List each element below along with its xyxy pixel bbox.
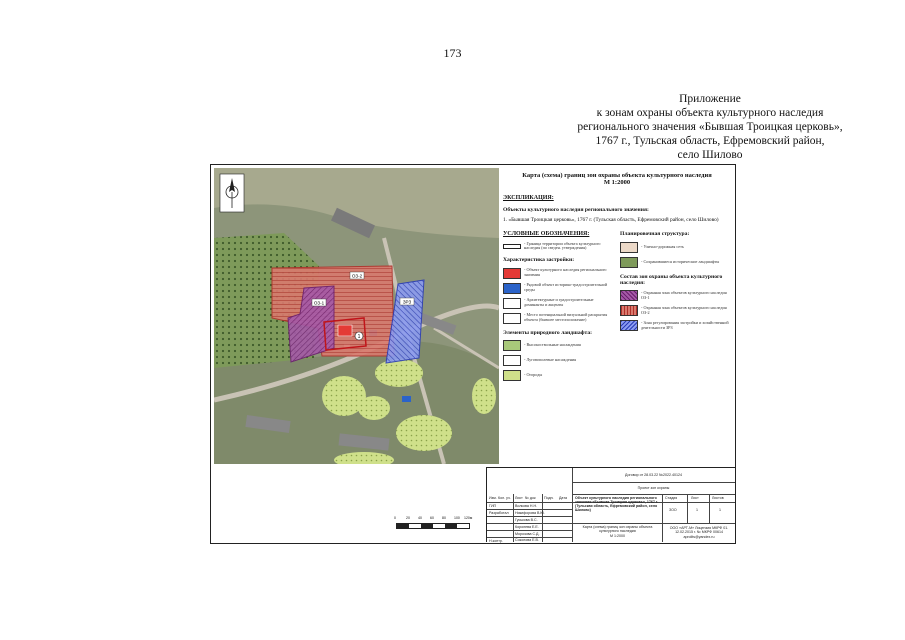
legend-item-text: - Огороды bbox=[524, 372, 543, 378]
stamp-line bbox=[487, 530, 572, 531]
stamp-person: Волкова Н.Н. bbox=[515, 504, 538, 508]
objects-subheading: Объекты культурного наследия регионального значения: bbox=[503, 207, 649, 214]
stamp-email: aprolits@yandex.ru bbox=[683, 535, 715, 539]
appendix-line: регионального значения «Бывшая Троицкая церковь», bbox=[577, 121, 843, 133]
legend-item bbox=[620, 257, 731, 268]
landscape-heading: Элементы природного ландшафта: bbox=[503, 329, 592, 336]
legend-item-text: - Улично-дорожная сеть bbox=[641, 243, 684, 249]
stamp-role: ГИП bbox=[489, 504, 497, 508]
garden-swatch bbox=[503, 370, 521, 381]
legend-right-column bbox=[620, 231, 731, 381]
stamp-person: Гуськова В.С. bbox=[515, 518, 538, 522]
title-block bbox=[486, 467, 735, 542]
stamp-stage-header: Стадия bbox=[665, 496, 678, 500]
stamp-person: Королева Е.Е. bbox=[515, 525, 539, 529]
historic-landscape-swatch bbox=[620, 257, 638, 268]
viewpoint-swatch bbox=[503, 313, 521, 324]
legend-item bbox=[503, 340, 614, 351]
appendix-block bbox=[560, 92, 860, 162]
legend-item bbox=[503, 242, 614, 252]
stamp-object-desc: Объект культурного наследия регионального значения «Бывшая Троицкая церковь», 1767 г. (Тульская область, Ефремовский район, село Шилово) bbox=[575, 496, 659, 512]
stamp-line bbox=[542, 494, 543, 542]
legend-item-text: - Рядовой объект историко-градостроительной среды bbox=[524, 282, 608, 293]
stamp-project: Проект зон охраны bbox=[637, 486, 670, 490]
legend-item-text: - Архитектурные и градостроительные доминанты и акценты bbox=[524, 297, 594, 308]
stamp-person: Никифорова В.Ю. bbox=[515, 511, 546, 515]
stamp-col-header: Изм. bbox=[489, 496, 497, 500]
stamp-col-header: Лист bbox=[515, 496, 523, 500]
appendix-line: к зонам охраны объекта культурного наследия bbox=[596, 107, 824, 119]
stamp-line bbox=[572, 482, 735, 483]
development-heading: Характеристика застройки: bbox=[503, 257, 575, 264]
stamp-contract: Договор от 28.03.22 №2022.40124 bbox=[625, 473, 682, 477]
stamp-role: Разработал bbox=[489, 511, 509, 515]
explication-heading: ЭКСПЛИКАЦИЯ: bbox=[503, 194, 554, 201]
church-object bbox=[338, 325, 352, 336]
legend-scale: М 1:2000 bbox=[603, 178, 631, 186]
oz1-swatch bbox=[620, 290, 638, 301]
scale-tick: 80 bbox=[442, 516, 446, 520]
stamp-col-header: Дата bbox=[559, 496, 567, 500]
map-legend bbox=[503, 168, 731, 464]
stamp-col-header: Кол. уч. bbox=[498, 496, 511, 500]
stamp-sheet-header: Лист bbox=[691, 496, 699, 500]
legend-item-text: - Граница территории объекта культурного наследия (по сведен. утверждения) bbox=[524, 240, 601, 251]
scale-tick: 20 bbox=[406, 516, 410, 520]
legend-item bbox=[620, 320, 731, 331]
meadow bbox=[472, 378, 496, 414]
stamp-person: Соколова Е.В. bbox=[515, 538, 539, 542]
legend-item bbox=[503, 268, 614, 279]
zone-label-oz1: ОЗ-1 bbox=[313, 300, 325, 306]
legend-item bbox=[503, 313, 614, 324]
site-map-svg bbox=[214, 168, 499, 464]
scale-tick: 100 bbox=[454, 516, 460, 520]
scale-tick: 60 bbox=[430, 516, 434, 520]
legend-item-text: - Охранная зона объектов культурного наследия ОЗ-1 bbox=[641, 290, 727, 300]
legend-item bbox=[620, 242, 731, 253]
appendix-line: 1767 г., Тульская область, Ефремовский район, bbox=[595, 135, 825, 147]
meadow-swatch bbox=[503, 355, 521, 366]
legend-item bbox=[503, 370, 614, 381]
scale-tick: 120м bbox=[464, 516, 473, 520]
building bbox=[402, 396, 411, 402]
stamp-company: ООО «АРТ-М» Лицензия МКРФ 01. 12.02.2015 г. № МКРФ 00614 bbox=[669, 526, 729, 534]
legend-item-text: - Высокоствольные насаждения bbox=[524, 342, 581, 348]
stamp-col-header: № док bbox=[525, 496, 536, 500]
stamp-col-header: Подп. bbox=[544, 496, 554, 500]
legend-item-text: - Объект культурного наследия регионального значения bbox=[524, 267, 607, 278]
stamp-line bbox=[687, 494, 688, 523]
zrz-swatch bbox=[620, 320, 638, 331]
zone-label-zrz: ЗРЗ bbox=[402, 299, 412, 305]
site-map bbox=[214, 168, 499, 464]
page-number: 173 bbox=[443, 46, 462, 60]
north-arrow-icon bbox=[220, 174, 244, 212]
legend-title: Карта (схема) границ зон охраны объекта культурного наследия bbox=[522, 172, 712, 179]
scale-tick: 0 bbox=[394, 516, 396, 520]
stamp-sheet: 1 bbox=[696, 508, 698, 512]
legend-item bbox=[503, 355, 614, 366]
meadow bbox=[358, 396, 390, 420]
scale-tick: 40 bbox=[418, 516, 422, 520]
ordinary-object-swatch bbox=[503, 283, 521, 294]
stamp-role: Н.контр. bbox=[489, 539, 503, 543]
legend-item-text: - Сохранившиеся исторические ландшафты bbox=[641, 258, 720, 264]
legend-item-text: - Место потенциальной визуальной раскрытия объекта (бывшее местоположение) bbox=[524, 312, 608, 323]
legend-item bbox=[620, 305, 731, 316]
heritage-object-swatch bbox=[503, 268, 521, 279]
legend-item bbox=[620, 290, 731, 301]
stamp-map-title: Карта (схема) границ зон охраны объекта культурного наследия bbox=[582, 525, 653, 533]
meadow bbox=[375, 359, 423, 387]
meadow bbox=[396, 415, 452, 451]
stamp-sheets: 1 bbox=[719, 508, 721, 512]
stamp-line bbox=[513, 494, 514, 542]
boundary-swatch bbox=[503, 244, 521, 249]
planning-heading: Планировочная структура: bbox=[620, 231, 690, 238]
legend-item bbox=[503, 283, 614, 294]
legend-item bbox=[503, 298, 614, 309]
appendix-line: Приложение bbox=[679, 93, 741, 105]
stamp-line bbox=[572, 468, 573, 542]
object-marker-label: 1 bbox=[357, 334, 361, 340]
stamp-map-scale: М 1:2000 bbox=[610, 534, 625, 538]
legend-columns bbox=[503, 231, 731, 381]
stamp-line bbox=[487, 523, 735, 524]
stamp-line bbox=[709, 494, 710, 523]
stamp-person: Морозова С.Д. bbox=[515, 532, 540, 536]
stamp-line bbox=[487, 516, 572, 517]
stamp-line bbox=[662, 494, 663, 542]
legend-item-text: - Зона регулирования застройки и хозяйственной деятельности ЗРЗ bbox=[641, 320, 729, 330]
legend-item-text: - Охранная зона объектов культурного наследия ОЗ-2 bbox=[641, 305, 727, 315]
dominant-swatch bbox=[503, 298, 521, 309]
object-entry: 1. «Бывшая Троицкая церковь», 1767 г. (Тульская область, Ефремовский район, село Шилово) bbox=[503, 216, 719, 223]
road-network-swatch bbox=[620, 242, 638, 253]
zone-label-oz2: ОЗ-2 bbox=[351, 273, 363, 279]
stamp-line bbox=[487, 509, 572, 510]
legend-item-text: - Луговополевые насаждения bbox=[524, 357, 577, 363]
stamp-line bbox=[572, 494, 735, 495]
oz2-swatch bbox=[620, 305, 638, 316]
tall-trees-swatch bbox=[503, 340, 521, 351]
appendix-line: село Шилово bbox=[677, 149, 743, 161]
zones-heading: Состав зон охраны объекта культурного наследия: bbox=[620, 273, 723, 286]
conventions-heading: УСЛОВНЫЕ ОБОЗНАЧЕНИЯ: bbox=[503, 231, 590, 238]
stamp-stage: ЗОО bbox=[669, 508, 677, 512]
scale-bar bbox=[396, 523, 470, 529]
legend-left-column bbox=[503, 231, 614, 381]
stamp-sheets-header: Листов bbox=[712, 496, 724, 500]
map-sheet bbox=[210, 164, 736, 544]
